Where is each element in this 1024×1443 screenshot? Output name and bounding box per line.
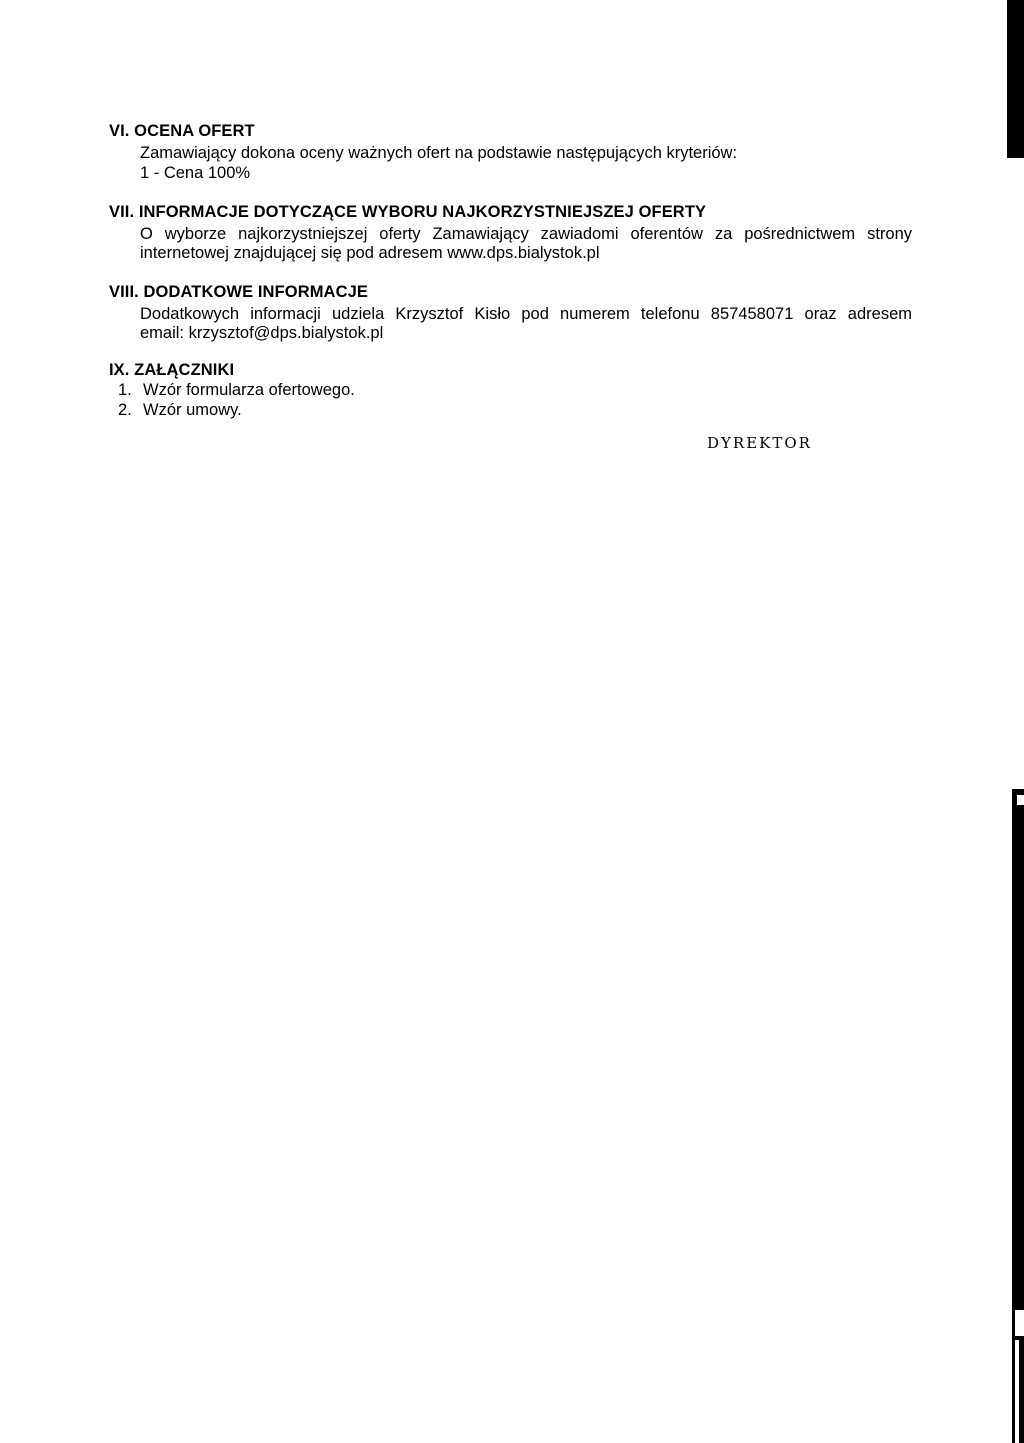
section-heading-wybor-oferty: VII. INFORMACJE DOTYCZĄCE WYBORU NAJKORZYSTNIEJSZEJ OFERTY <box>109 203 707 221</box>
section-text: email: krzysztof@dps.bialystok.pl <box>140 324 384 342</box>
section-heading-zalaczniki: IX. ZAŁĄCZNIKI <box>109 361 235 379</box>
section-text: Dodatkowych informacji udziela Krzysztof Kisło pod numerem telefonu 857458071 oraz adresem <box>140 305 912 323</box>
section-text: Zamawiający dokona oceny ważnych ofert na podstawie następujących kryteriów: <box>140 144 738 162</box>
section-text: O wyborze najkorzystniejszej oferty Zamawiający zawiadomi oferentów za pośrednictwem strony <box>140 225 912 243</box>
section-text: internetowej znajdującej się pod adresem www.dps.bialystok.pl <box>140 244 600 262</box>
list-item: Wzór formularza ofertowego. <box>143 381 355 399</box>
signature-stamp: DYREKTOR <box>707 434 812 452</box>
list-item: Wzór umowy. <box>143 401 242 419</box>
list-item-number: 1. <box>118 381 132 399</box>
section-heading-dodatkowe-informacje: VIII. DODATKOWE INFORMACJE <box>109 283 368 301</box>
section-heading-ocena-ofert: VI. OCENA OFERT <box>109 122 255 140</box>
list-item-number: 2. <box>118 401 132 419</box>
section-text: 1 - Cena 100% <box>140 164 251 182</box>
